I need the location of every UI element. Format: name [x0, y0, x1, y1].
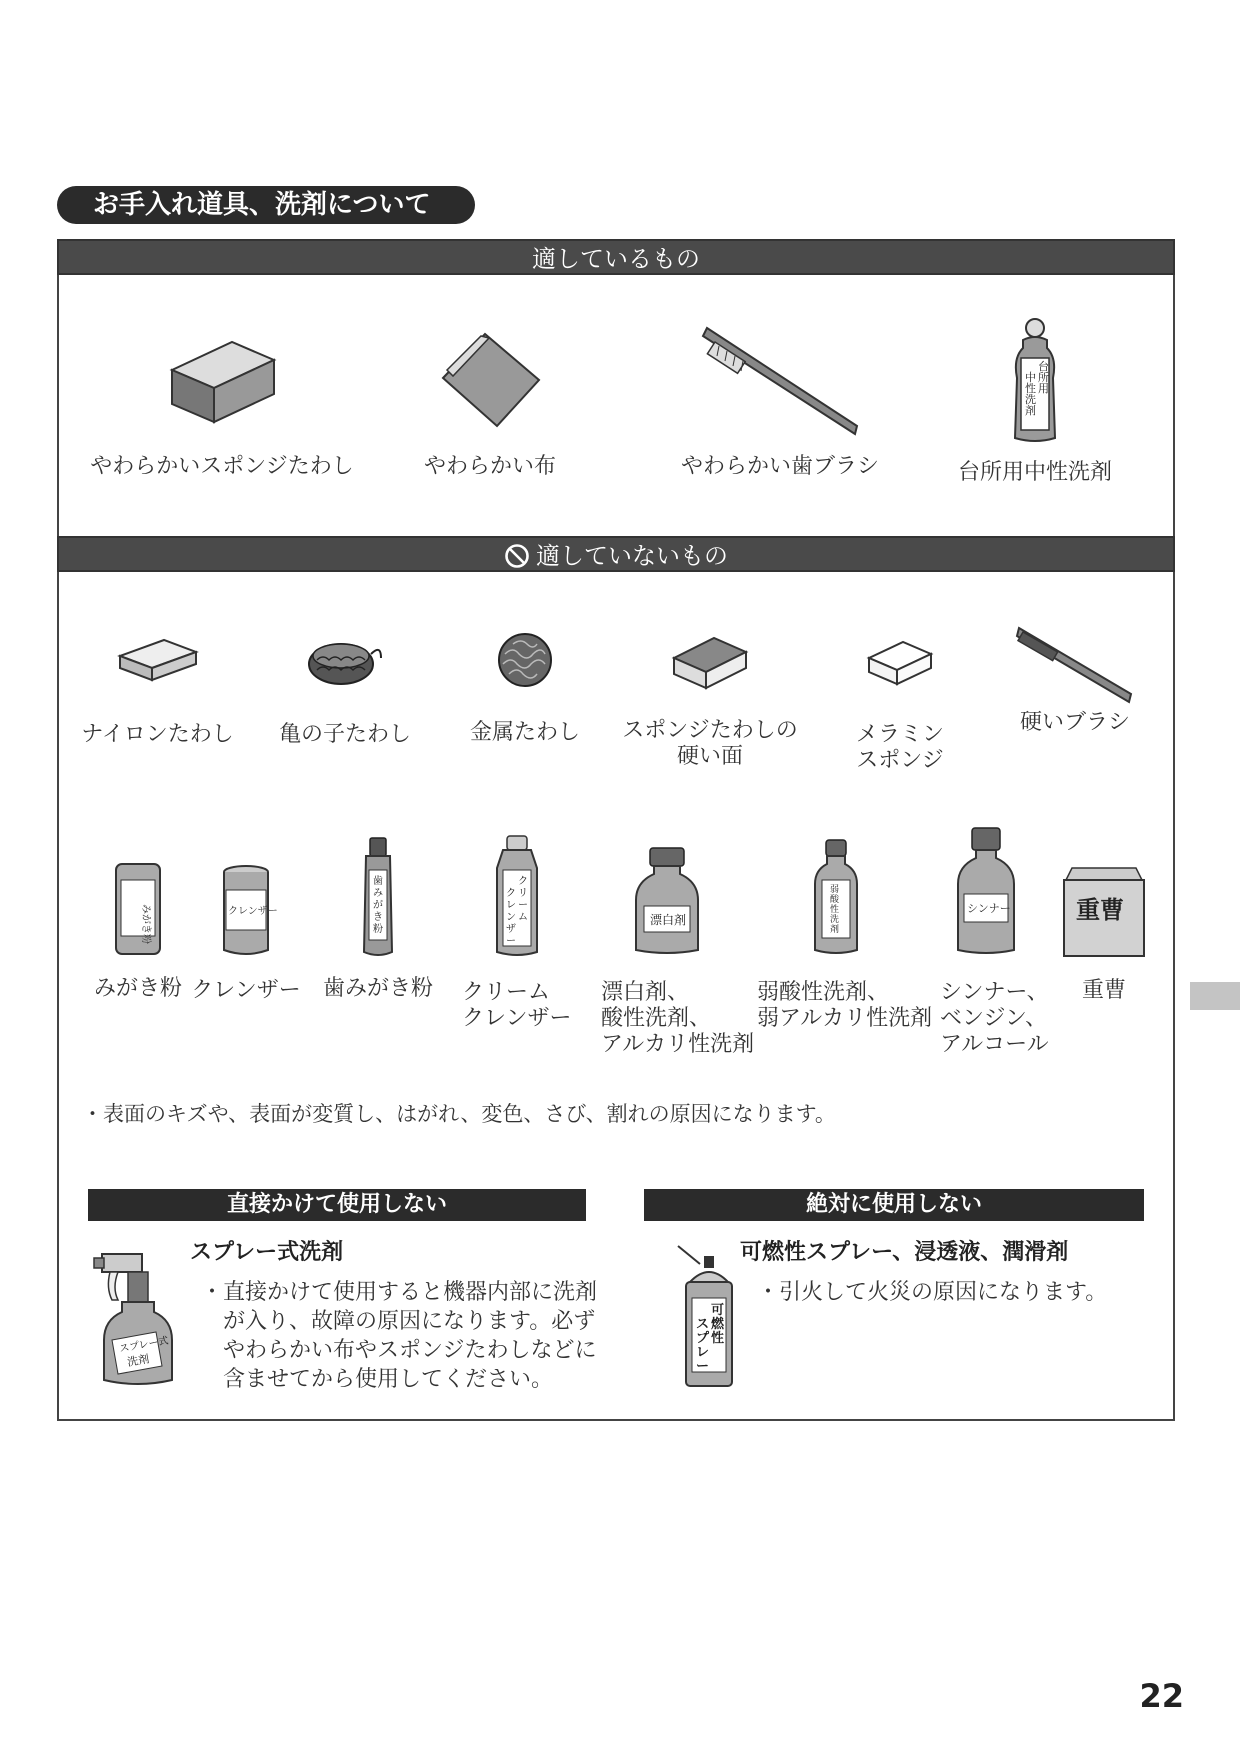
svg-text:ク: ク	[506, 888, 516, 899]
unsuitable-cleaner-powder	[72, 860, 204, 1002]
unsuitable-tool-label: スポンジたわしの	[622, 718, 798, 743]
section-title: お手入れ道具、洗剤について	[57, 186, 475, 224]
suitable-item-toothbrush	[660, 322, 900, 480]
unsuitable-cleaner-cream	[452, 834, 582, 958]
svg-text:が: が	[373, 900, 383, 911]
spray-bottle-icon	[92, 1248, 178, 1388]
cloth-icon	[435, 330, 545, 430]
svg-text:台: 台	[1038, 360, 1049, 373]
svg-text:ザ: ザ	[506, 924, 516, 935]
unsuitable-tool-nylon	[75, 636, 240, 748]
weak-acid-bottle-icon	[813, 838, 859, 956]
suitable-item-detergent	[940, 318, 1130, 486]
svg-text:ス: ス	[696, 1317, 710, 1332]
unsuitable-tool-label: スポンジ	[856, 748, 944, 773]
svg-text:ク: ク	[518, 876, 528, 887]
damage-note: ・表面のキズや、表面が変質し、はがれ、変色、さび、割れの原因になります。	[82, 1102, 836, 1126]
svg-text:ム: ム	[518, 912, 528, 923]
unsuitable-cleaner-weak-acid	[800, 838, 872, 956]
unsuitable-tool-sponge-hard	[615, 632, 805, 770]
toothbrush-icon	[695, 322, 865, 438]
svg-text:ン: ン	[506, 912, 516, 923]
svg-text:みがき粉: みがき粉	[140, 904, 151, 944]
spray-direct-text: ・直接かけて使用すると機器内部に洗剤 が入り、故障の原因になります。必ず やわらかい布やスポンジたわしなどに 含ませてから使用してください。	[201, 1280, 598, 1392]
suitable-item-label: 台所用中性洗剤	[957, 460, 1112, 485]
melamine-sponge-icon	[865, 638, 935, 688]
page-number: 22	[1139, 1677, 1184, 1715]
svg-text:シンナー: シンナー	[967, 902, 1011, 915]
cream-cleanser-icon	[491, 834, 543, 958]
kitchen-detergent-bottle-icon	[1005, 318, 1065, 446]
nylon-scrubber-icon	[116, 636, 200, 686]
svg-text:洗: 洗	[1025, 393, 1036, 406]
unsuitable-cleaner-label: 弱アルカリ性洗剤	[757, 1006, 933, 1031]
flammable-spray-illustration	[676, 1242, 740, 1394]
svg-text:用: 用	[1038, 382, 1049, 395]
svg-text:弱: 弱	[830, 885, 840, 895]
unsuitable-header: 適していないもの	[57, 536, 1175, 572]
flammable-spray-can-icon	[676, 1242, 740, 1390]
cleanser-can-icon	[220, 864, 278, 958]
unsuitable-tool-label: 硬いブラシ	[1019, 710, 1130, 735]
suitable-item-label: やわらかい歯ブラシ	[680, 454, 879, 479]
svg-text:酸: 酸	[830, 895, 840, 905]
svg-text:洗剤: 洗剤	[126, 1352, 151, 1369]
unsuitable-cleaner-toothpaste	[318, 836, 438, 1002]
svg-text:性: 性	[830, 905, 840, 915]
section-side-tab	[1190, 982, 1240, 1010]
baking-soda-box-icon	[1062, 866, 1146, 958]
svg-text:性: 性	[1025, 382, 1036, 395]
unsuitable-cleaner-bleach	[622, 846, 712, 956]
sponge-icon	[162, 330, 282, 430]
svg-text:剤: 剤	[830, 925, 840, 935]
svg-text:ー: ー	[518, 900, 528, 911]
svg-text:き: き	[373, 912, 383, 923]
spray-bottle-illustration	[92, 1248, 178, 1392]
unsuitable-cleaner-baking-soda	[1060, 866, 1148, 1004]
polishing-powder-icon	[113, 860, 163, 958]
suitable-item-label: やわらかい布	[423, 454, 556, 479]
svg-text:レ: レ	[696, 1345, 710, 1360]
unsuitable-tool-metal	[460, 630, 590, 746]
unsuitable-tool-label: 亀の子たわし	[278, 722, 411, 747]
never-use-header: 絶対に使用しない	[644, 1189, 1144, 1221]
unsuitable-tool-label: 金属たわし	[469, 720, 580, 745]
unsuitable-cleaner-label: アルカリ性洗剤	[601, 1032, 755, 1057]
spray-direct-title: スプレー式洗剤	[190, 1240, 344, 1265]
unsuitable-tool-hard-brush	[1005, 622, 1145, 736]
thinner-bottle-icon	[956, 826, 1016, 956]
svg-text:所: 所	[1038, 371, 1049, 384]
unsuitable-tool-label: 硬い面	[676, 744, 743, 769]
unsuitable-cleaner-label: クレンザー	[462, 1006, 572, 1031]
suitable-header: 適しているもの	[57, 239, 1175, 275]
svg-text:レ: レ	[506, 900, 516, 911]
metal-scrubber-icon	[495, 630, 555, 690]
svg-text:スプレー式: スプレー式	[118, 1335, 170, 1355]
svg-text:重曹: 重曹	[1076, 896, 1124, 924]
unsuitable-cleaner-label: 酸性洗剤、	[601, 1006, 712, 1031]
toothpaste-icon	[361, 836, 395, 958]
svg-text:ー: ー	[696, 1359, 710, 1374]
unsuitable-cleaner-label: シンナー、	[940, 980, 1049, 1005]
svg-text:み: み	[373, 888, 383, 899]
svg-text:中: 中	[1025, 371, 1036, 384]
unsuitable-cleaner-label: みがき粉	[93, 976, 182, 1001]
unsuitable-cleaner-label: ベンジン、	[940, 1006, 1048, 1031]
svg-text:可: 可	[711, 1303, 725, 1318]
prohibited-icon	[504, 543, 530, 579]
svg-text:ー: ー	[506, 936, 516, 947]
suitable-item-cloth	[410, 330, 570, 480]
never-use-text: ・引火して火災の原因になります。	[757, 1280, 1108, 1305]
suitable-item-sponge	[87, 330, 357, 480]
unsuitable-tool-label: メラミン	[855, 722, 944, 747]
svg-text:剤: 剤	[1025, 404, 1036, 417]
hard-brush-icon	[1013, 622, 1137, 706]
svg-text:プ: プ	[696, 1331, 710, 1346]
sponge-hard-side-icon	[670, 632, 750, 692]
unsuitable-cleaner-thinner	[952, 826, 1020, 956]
svg-text:クレンザー: クレンザー	[228, 906, 278, 917]
unsuitable-cleaner-label: 歯みがき粉	[322, 976, 433, 1001]
never-use-title: 可燃性スプレー、浸透液、潤滑剤	[740, 1240, 1069, 1265]
spray-direct-header: 直接かけて使用しない	[88, 1189, 586, 1221]
suitable-item-label: やわらかいスポンジたわし	[90, 454, 354, 479]
unsuitable-cleaner-label: アルコール	[940, 1032, 1049, 1057]
bleach-bottle-icon	[632, 846, 702, 956]
unsuitable-cleaner-label: クリーム	[462, 980, 551, 1005]
svg-text:粉: 粉	[373, 924, 383, 935]
unsuitable-cleaner-label: 重曹	[1081, 978, 1126, 1003]
unsuitable-cleaner-label: 漂白剤、	[601, 980, 690, 1005]
svg-text:歯: 歯	[373, 876, 383, 887]
svg-text:リ: リ	[518, 888, 528, 899]
svg-text:漂白剤: 漂白剤	[650, 913, 687, 927]
unsuitable-cleaner-cleanser	[186, 864, 306, 1004]
unsuitable-cleaner-label: クレンザー	[191, 978, 301, 1003]
unsuitable-tool-kamenoko	[270, 634, 420, 748]
unsuitable-cleaner-label: 弱酸性洗剤、	[757, 980, 890, 1005]
unsuitable-tool-label: ナイロンたわし	[81, 722, 234, 747]
svg-text:洗: 洗	[830, 915, 840, 925]
svg-text:燃: 燃	[711, 1317, 725, 1332]
svg-text:性: 性	[711, 1331, 725, 1346]
kamenoko-scrubber-icon	[305, 634, 385, 690]
unsuitable-tool-melamine	[830, 638, 970, 774]
